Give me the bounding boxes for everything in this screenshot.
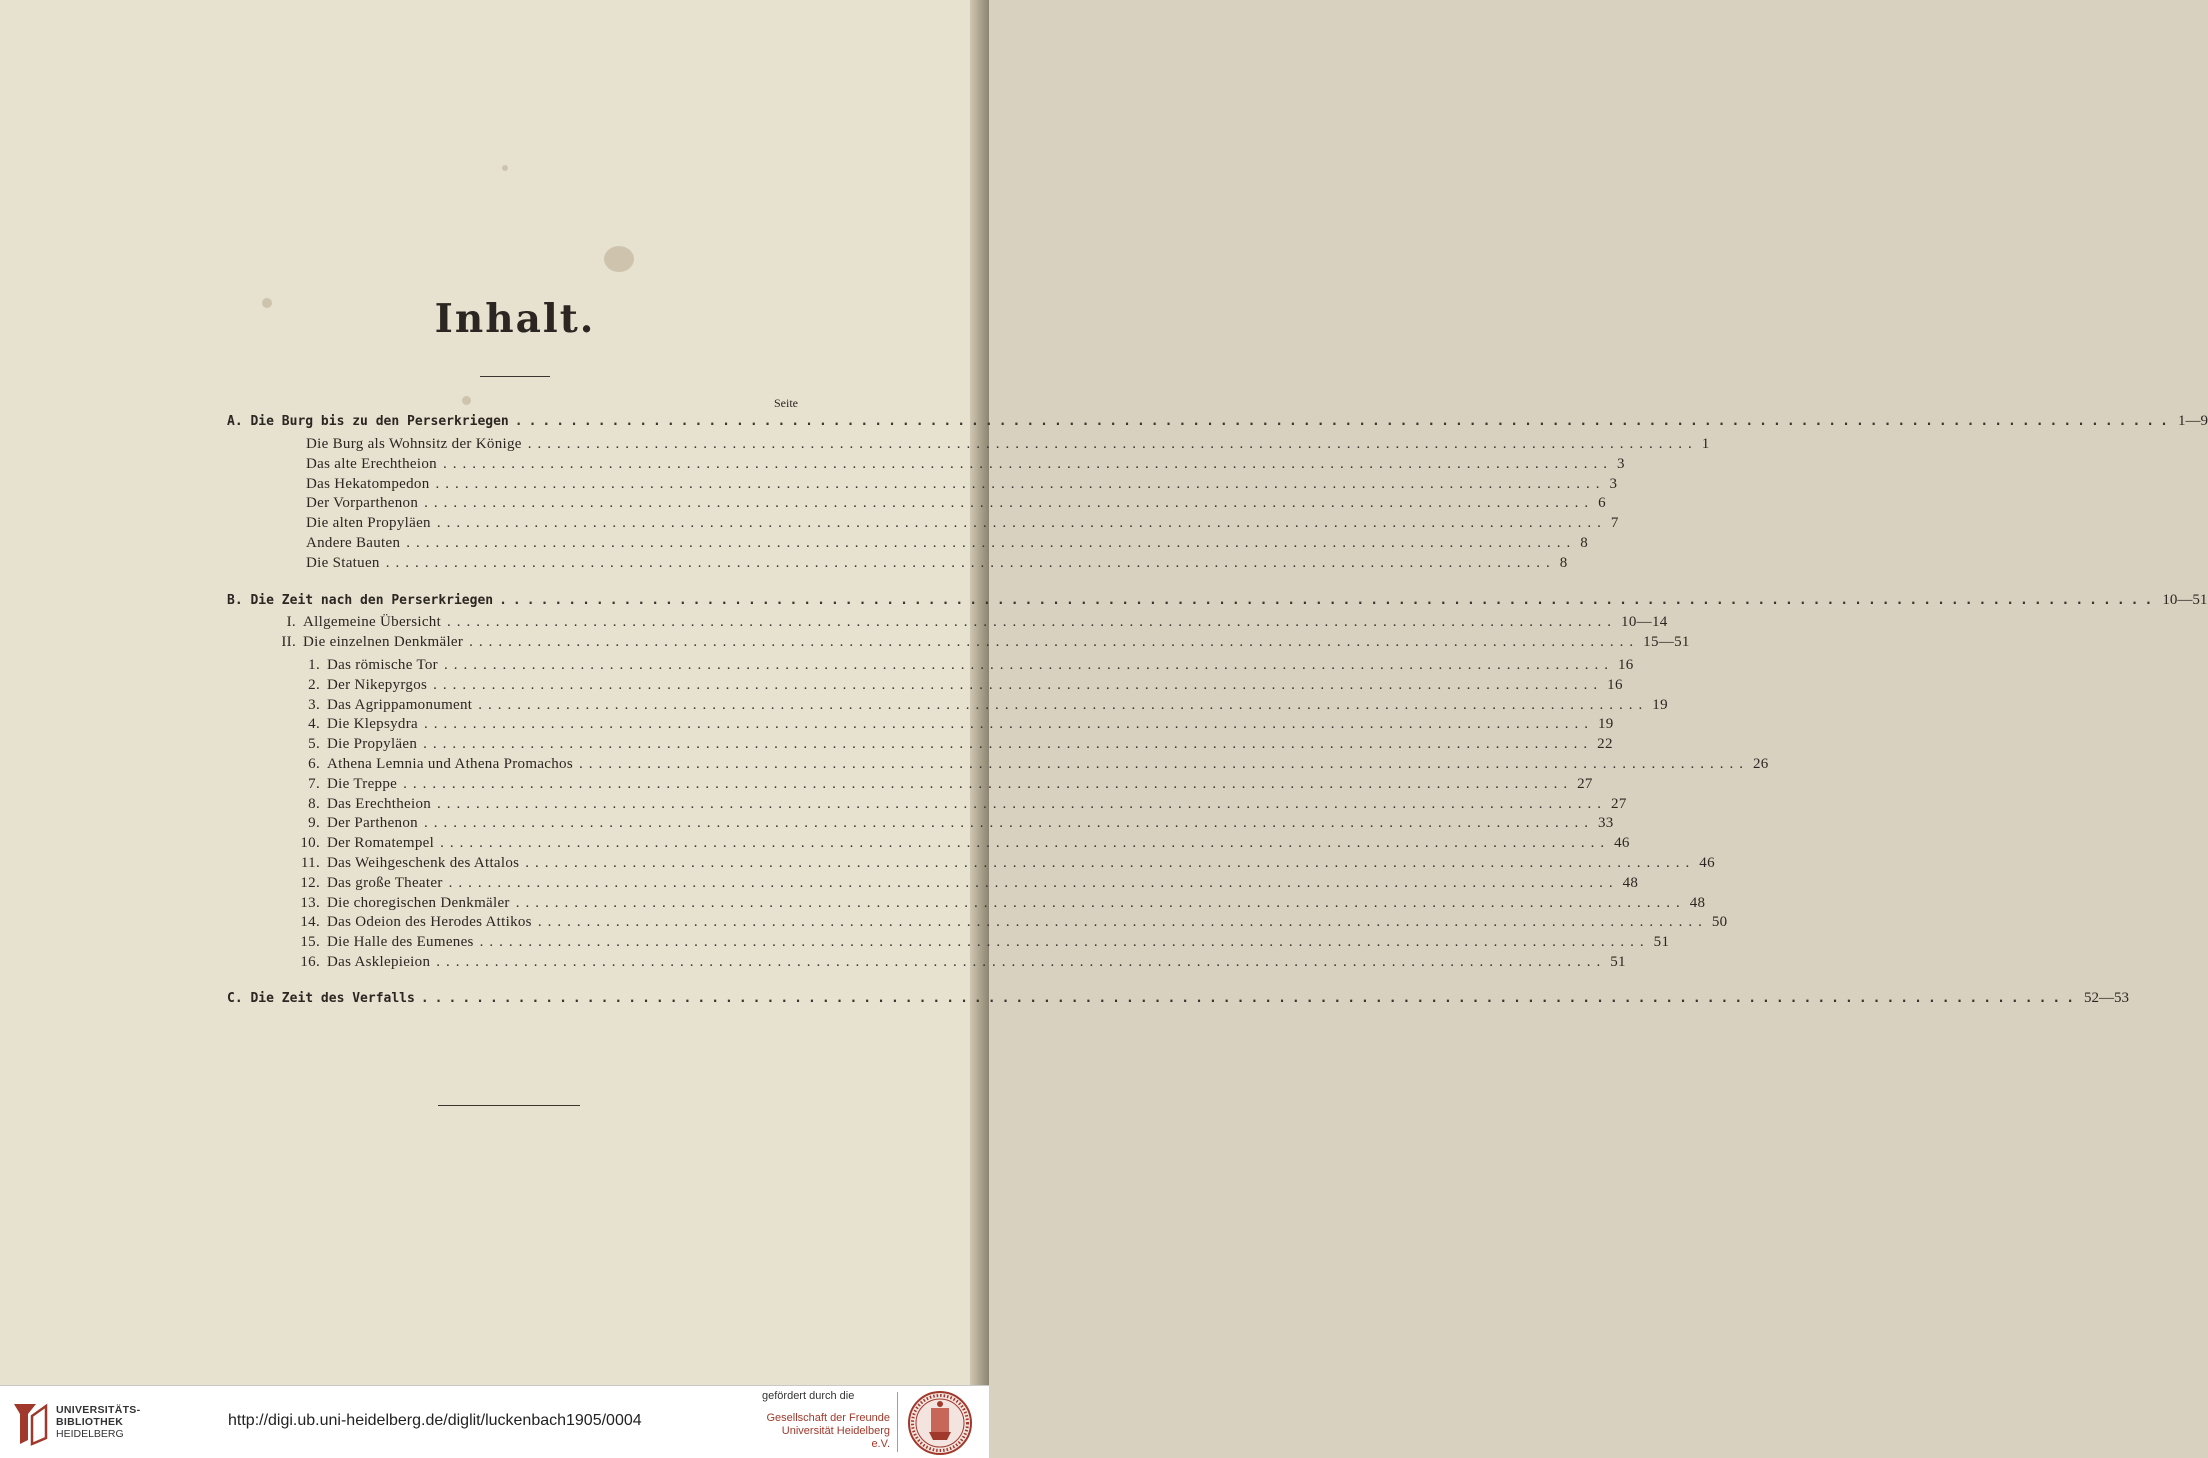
toc-entry-page: 16: [1617, 657, 1634, 673]
toc-entry-number: 13.: [300, 894, 320, 911]
toc-entry: [290, 954, 1626, 971]
toc-entry: [290, 855, 1715, 872]
toc-entry-label: Athena Lemnia und Athena Promachos: [327, 756, 573, 772]
footer-divider: [897, 1392, 898, 1452]
toc-entry-label: Das römische Tor: [327, 657, 438, 673]
toc-page-range: 15—51: [1643, 634, 1690, 650]
library-name-line3: HEIDELBERG: [56, 1428, 124, 1440]
toc-entry-page: 27: [1611, 795, 1627, 812]
toc-entry-label: Das Hekatompedon: [306, 475, 430, 492]
leader-dots: ........................................................................................................................: [469, 634, 1640, 650]
leader-dots: ........................................................................................................................: [448, 874, 1619, 891]
leader-dots: ........................................................................................................................: [514, 414, 2174, 429]
title-rule: [480, 376, 550, 377]
toc-entry-number: 15.: [300, 934, 320, 951]
leader-dots: ........................................................................................................................: [478, 696, 1649, 713]
toc-entry-label: Die alten Propyläen: [306, 515, 431, 532]
toc-entry: [290, 795, 1627, 813]
toc-entry-label: Die Klepsydra: [327, 716, 418, 733]
toc-entry: [290, 657, 1634, 674]
toc-entry-page: 51: [1653, 934, 1670, 951]
toc-page-range: 1—9: [2177, 413, 2208, 429]
university-seal-icon: [907, 1390, 973, 1456]
ub-heidelberg-logo-icon[interactable]: [10, 1398, 52, 1446]
toc-entry-label: Die Statuen: [306, 554, 380, 571]
toc-entry-label: Der Parthenon: [327, 815, 418, 832]
toc-page-range: 52—53: [2084, 990, 2130, 1006]
toc-entry-number: 16.: [300, 954, 320, 970]
toc-entry-page: 48: [1689, 894, 1706, 911]
foxing-stain: [502, 165, 508, 171]
leader-dots: ........................................................................................................................: [423, 815, 1594, 832]
toc-entry: [290, 676, 1623, 694]
leader-dots: ........................................................................................................................: [537, 914, 1708, 931]
toc-entry-page: 3: [1609, 475, 1618, 492]
toc-entry-number: 6.: [308, 756, 320, 772]
toc-entry-label: Das Odeion des Herodes Attikos: [327, 914, 532, 931]
leader-dots: ........................................................................................................................: [423, 736, 1594, 753]
toc-entry-number: 12.: [300, 874, 320, 891]
toc-entry-page: 26: [1752, 756, 1769, 772]
leader-dots: ........................................................................................................................: [442, 455, 1613, 472]
leader-dots: ........................................................................................................................: [436, 954, 1607, 970]
leader-dots: ........................................................................................................................: [424, 495, 1595, 512]
toc-entry-page: 27: [1577, 775, 1593, 792]
toc-entry-page: 8: [1580, 535, 1589, 551]
leader-dots: ........................................................................................................................: [437, 795, 1608, 812]
toc-entry-page: 19: [1652, 696, 1668, 713]
toc-entry: [290, 756, 1769, 773]
digitization-footer: [0, 1385, 989, 1458]
leader-dots: ........................................................................................................................: [443, 657, 1614, 673]
toc-subsection: [262, 634, 1690, 651]
toc-entry: [306, 515, 1619, 532]
toc-entry-number: 10.: [300, 835, 320, 852]
leader-dots: ........................................................................................................................: [403, 775, 1574, 792]
toc-entry-number: 11.: [300, 855, 320, 871]
toc-entry-page: 3: [1616, 455, 1625, 472]
leader-dots: ........................................................................................................................: [515, 894, 1686, 911]
toc-entry: [306, 554, 1568, 572]
toc-entry-page: 22: [1597, 736, 1613, 753]
leader-dots: ........................................................................................................................: [423, 716, 1594, 733]
library-name-line2: BIBLIOTHEK: [56, 1416, 124, 1428]
leader-dots: ........................................................................................................................: [479, 934, 1650, 951]
end-rule: [438, 1105, 580, 1106]
toc-section: [227, 413, 2208, 430]
foxing-stain: [462, 396, 471, 405]
toc-entry: [290, 696, 1668, 714]
leader-dots: ........................................................................................................................: [578, 756, 1749, 772]
toc-entry-page: 16: [1607, 676, 1623, 693]
toc-entry: [290, 914, 1728, 931]
toc-entry-label: Das Agrippamonument: [327, 696, 473, 713]
leader-dots: ........................................................................................................................: [420, 991, 2081, 1006]
toc-section: [227, 990, 2130, 1007]
leader-dots: ........................................................................................................................: [447, 614, 1618, 630]
sponsor-block[interactable]: [762, 1390, 890, 1451]
toc-entry: [306, 495, 1606, 512]
toc-entry-number: 2.: [308, 676, 320, 693]
toc-entry-page: 8: [1559, 554, 1568, 571]
toc-subsection-label: Die einzelnen Denkmäler: [303, 634, 464, 650]
sponsor-name-line1: Gesellschaft der Freunde: [766, 1412, 890, 1424]
toc-entry-page: 1: [1701, 436, 1710, 452]
leader-dots: ........................................................................................................................: [525, 855, 1696, 871]
leader-dots: ........................................................................................................................: [406, 535, 1577, 551]
toc-entry: [290, 934, 1670, 951]
toc-section: [227, 592, 2208, 609]
toc-entry-page: 50: [1711, 914, 1728, 931]
toc-entry-page: 48: [1622, 874, 1639, 891]
toc-entry-label: Das Erechtheion: [327, 795, 432, 812]
toc-subsection-number: II.: [281, 634, 296, 650]
toc-entry: [290, 815, 1614, 832]
leader-dots: ........................................................................................................................: [436, 515, 1607, 532]
toc-entry-label: Das Asklepieion: [327, 954, 431, 970]
toc-entry-number: 7.: [308, 775, 320, 792]
toc-entry-page: 6: [1598, 495, 1606, 512]
toc-entry-label: Das alte Erechtheion: [306, 455, 437, 472]
toc-section-label: B. Die Zeit nach den Perserkriegen: [227, 593, 494, 608]
toc-section-label: A. Die Burg bis zu den Perserkriegen: [227, 414, 509, 429]
toc-entry-label: Die Halle des Eumenes: [327, 934, 474, 951]
toc-entry-page: 51: [1610, 954, 1626, 970]
toc-entry-page: 33: [1597, 815, 1614, 832]
foxing-stain: [604, 246, 634, 272]
toc-entry: [306, 455, 1625, 473]
toc-entry: [290, 874, 1639, 892]
sponsor-name-line2: Universität Heidelberg e.V.: [781, 1425, 890, 1450]
toc-entry: [290, 835, 1630, 852]
toc-entry: [290, 775, 1593, 793]
toc-entry-number: 8.: [308, 795, 320, 812]
leader-dots: ........................................................................................................................: [385, 554, 1556, 571]
leader-dots: ........................................................................................................................: [499, 593, 2159, 608]
toc-entry-label: Der Romatempel: [327, 835, 435, 852]
toc-entry-label: Der Vorparthenon: [306, 495, 419, 512]
toc-entry-page: 19: [1597, 716, 1614, 733]
toc-subsection-label: Allgemeine Übersicht: [303, 614, 442, 630]
toc-entry: [290, 894, 1706, 912]
toc-entry-label: Die Treppe: [327, 775, 398, 792]
toc-subsection-number: I.: [286, 614, 296, 630]
leader-dots: ........................................................................................................................: [435, 475, 1606, 492]
leader-dots: ........................................................................................................................: [433, 676, 1604, 693]
toc-entry: [306, 475, 1618, 493]
toc-entry-label: Die Propyläen: [327, 736, 418, 753]
toc-entry: [290, 716, 1614, 733]
toc-entry-label: Die Burg als Wohnsitz der Könige: [306, 436, 522, 452]
toc-entry: [306, 535, 1589, 552]
library-name-line1: UNIVERSITÄTS-: [56, 1404, 141, 1416]
toc-entry-label: Das große Theater: [327, 874, 443, 891]
page-title: Inhalt.: [434, 296, 596, 342]
toc-entry-number: 3.: [308, 696, 320, 713]
toc-entry: [290, 736, 1613, 753]
toc-entry-label: Die choregischen Denkmäler: [327, 894, 510, 911]
toc-entry-number: 1.: [308, 657, 320, 673]
toc-entry: [306, 436, 1710, 453]
toc-section-label: C. Die Zeit des Verfalls: [227, 991, 415, 1006]
toc-entry-page: 7: [1610, 515, 1619, 532]
toc-entry-page: 46: [1699, 855, 1715, 871]
toc-entry-label: Andere Bauten: [306, 535, 401, 551]
library-name[interactable]: [56, 1404, 140, 1440]
toc-entry-page: 46: [1614, 835, 1630, 852]
seite-column-header: Seite: [774, 396, 798, 410]
toc-page-range: 10—51: [2162, 592, 2208, 608]
toc-page-range: 10—14: [1621, 614, 1668, 630]
leader-dots: ........................................................................................................................: [527, 436, 1698, 452]
toc-subsection: [262, 614, 1668, 631]
leader-dots: ........................................................................................................................: [440, 835, 1611, 852]
toc-entry-label: Das Weihgeschenk des Attalos: [327, 855, 520, 871]
toc-entry-number: 14.: [300, 914, 320, 931]
toc-entry-label: Der Nikepyrgos: [327, 676, 428, 693]
toc-entry-number: 4.: [308, 716, 320, 733]
toc-entry-number: 9.: [308, 815, 320, 832]
sponsor-intro: gefördert durch die: [762, 1390, 855, 1402]
toc-entry-number: 5.: [308, 736, 320, 753]
document-url-link[interactable]: http://digi.ub.uni-heidelberg.de/diglit/luckenbach1905/0004: [228, 1412, 642, 1429]
